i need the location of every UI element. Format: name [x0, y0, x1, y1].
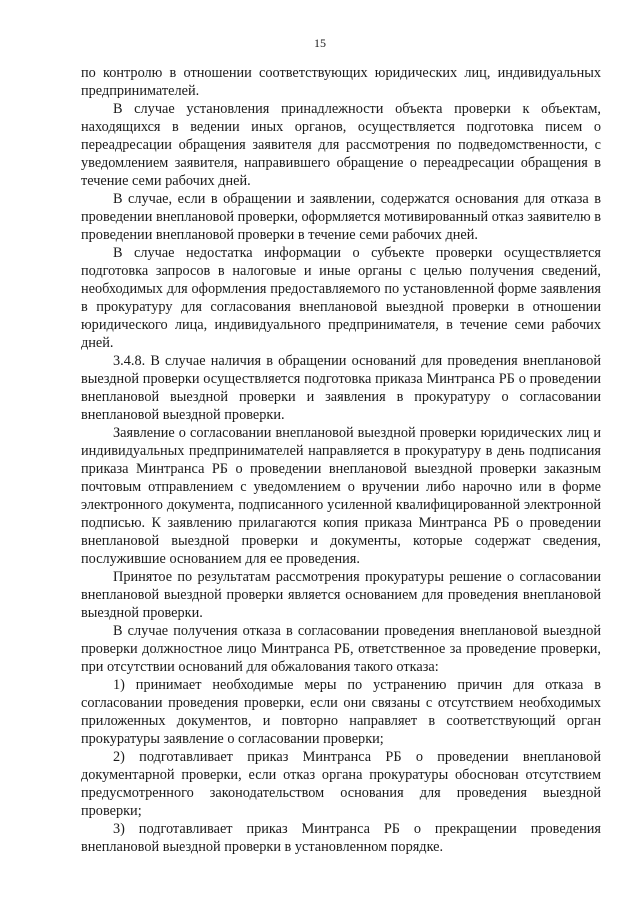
- list-item-3: 3) подготавливает приказ Минтранса РБ о прекращении проведения внеплановой выездной проверки в установленном порядке.: [81, 821, 601, 855]
- paragraph-continuation: по контролю в отношении соответствующих юридических лиц, индивидуальных предпринимателей.: [81, 65, 601, 99]
- document-body: [81, 64, 601, 856]
- paragraph-decision: Принятое по результатам рассмотрения прокуратуры решение о согласовании внеплановой выездной проверки является основанием для проведения внеплановой выездной проверки.: [81, 569, 601, 621]
- paragraph-3-4-8: 3.4.8. В случае наличия в обращении оснований для проведения внеплановой выездной проверки осуществляется подготовка приказа Минтранса РБ о проведении внеплановой выездной проверки и заявления в прокуратуру о согласовании внеплановой выездной проверки.: [81, 353, 601, 423]
- list-item-2: 2) подготавливает приказ Минтранса РБ о проведении внеплановой документарной проверки, если отказ органа прокуратуры обоснован отсутствием предусмотренного законодательством основания для проведения выездной проверки;: [81, 749, 601, 819]
- paragraph-refusal: В случае, если в обращении и заявлении, содержатся основания для отказа в проведении внеплановой проверки, оформляется мотивированный отказ заявителю в проведении внеплановой проверки в течение семи рабочих дней.: [81, 191, 601, 243]
- paragraph-requests: В случае недостатка информации о субъекте проверки осуществляется подготовка запросов в налоговые и иные органы с целью получения сведений, необходимых для оформления предоставляемого по установленной форме заявления в прокуратуру для согласования внеплановой выездной проверки в отношении юридического лица, индивидуального предпринимателя, в течение семи рабочих дней.: [81, 245, 601, 351]
- paragraph-refusal-received: В случае получения отказа в согласовании проведения внеплановой выездной проверки должностное лицо Минтранса РБ, ответственное за проведение проверки, при отсутствии оснований для обжалования такого отказа:: [81, 623, 601, 675]
- paragraph-application: Заявление о согласовании внеплановой выездной проверки юридических лиц и индивидуальных предпринимателей направляется в прокуратуру в день подписания приказа Минтранса РБ о проведении внеплановой выездной проверки заказным почтовым отправлением с уведомлением о вручении либо нарочно или в форме электронного документа, подписанного усиленной квалифицированной электронной подписью. К заявлению прилагаются копия приказа Минтранса РБ о проведении внеплановой выездной проверки и документы, которые содержат сведения, послужившие основанием для ее проведения.: [81, 425, 601, 567]
- paragraph-readdress: В случае установления принадлежности объекта проверки к объектам, находящихся в ведении иных органов, осуществляется подготовка писем о переадресации обращения заявителя для рассмотрения по подведомственности, с уведомлением заявителя, направившего обращение о переадресации обращения в течение семи рабочих дней.: [81, 101, 601, 189]
- page-number: 15: [314, 36, 326, 50]
- list-item-1: 1) принимает необходимые меры по устранению причин для отказа в согласовании проведения проверки, если они связаны с отсутствием необходимых приложенных документов, и повторно направляет в соответствующий орган прокуратуры заявление о согласовании проверки;: [81, 677, 601, 747]
